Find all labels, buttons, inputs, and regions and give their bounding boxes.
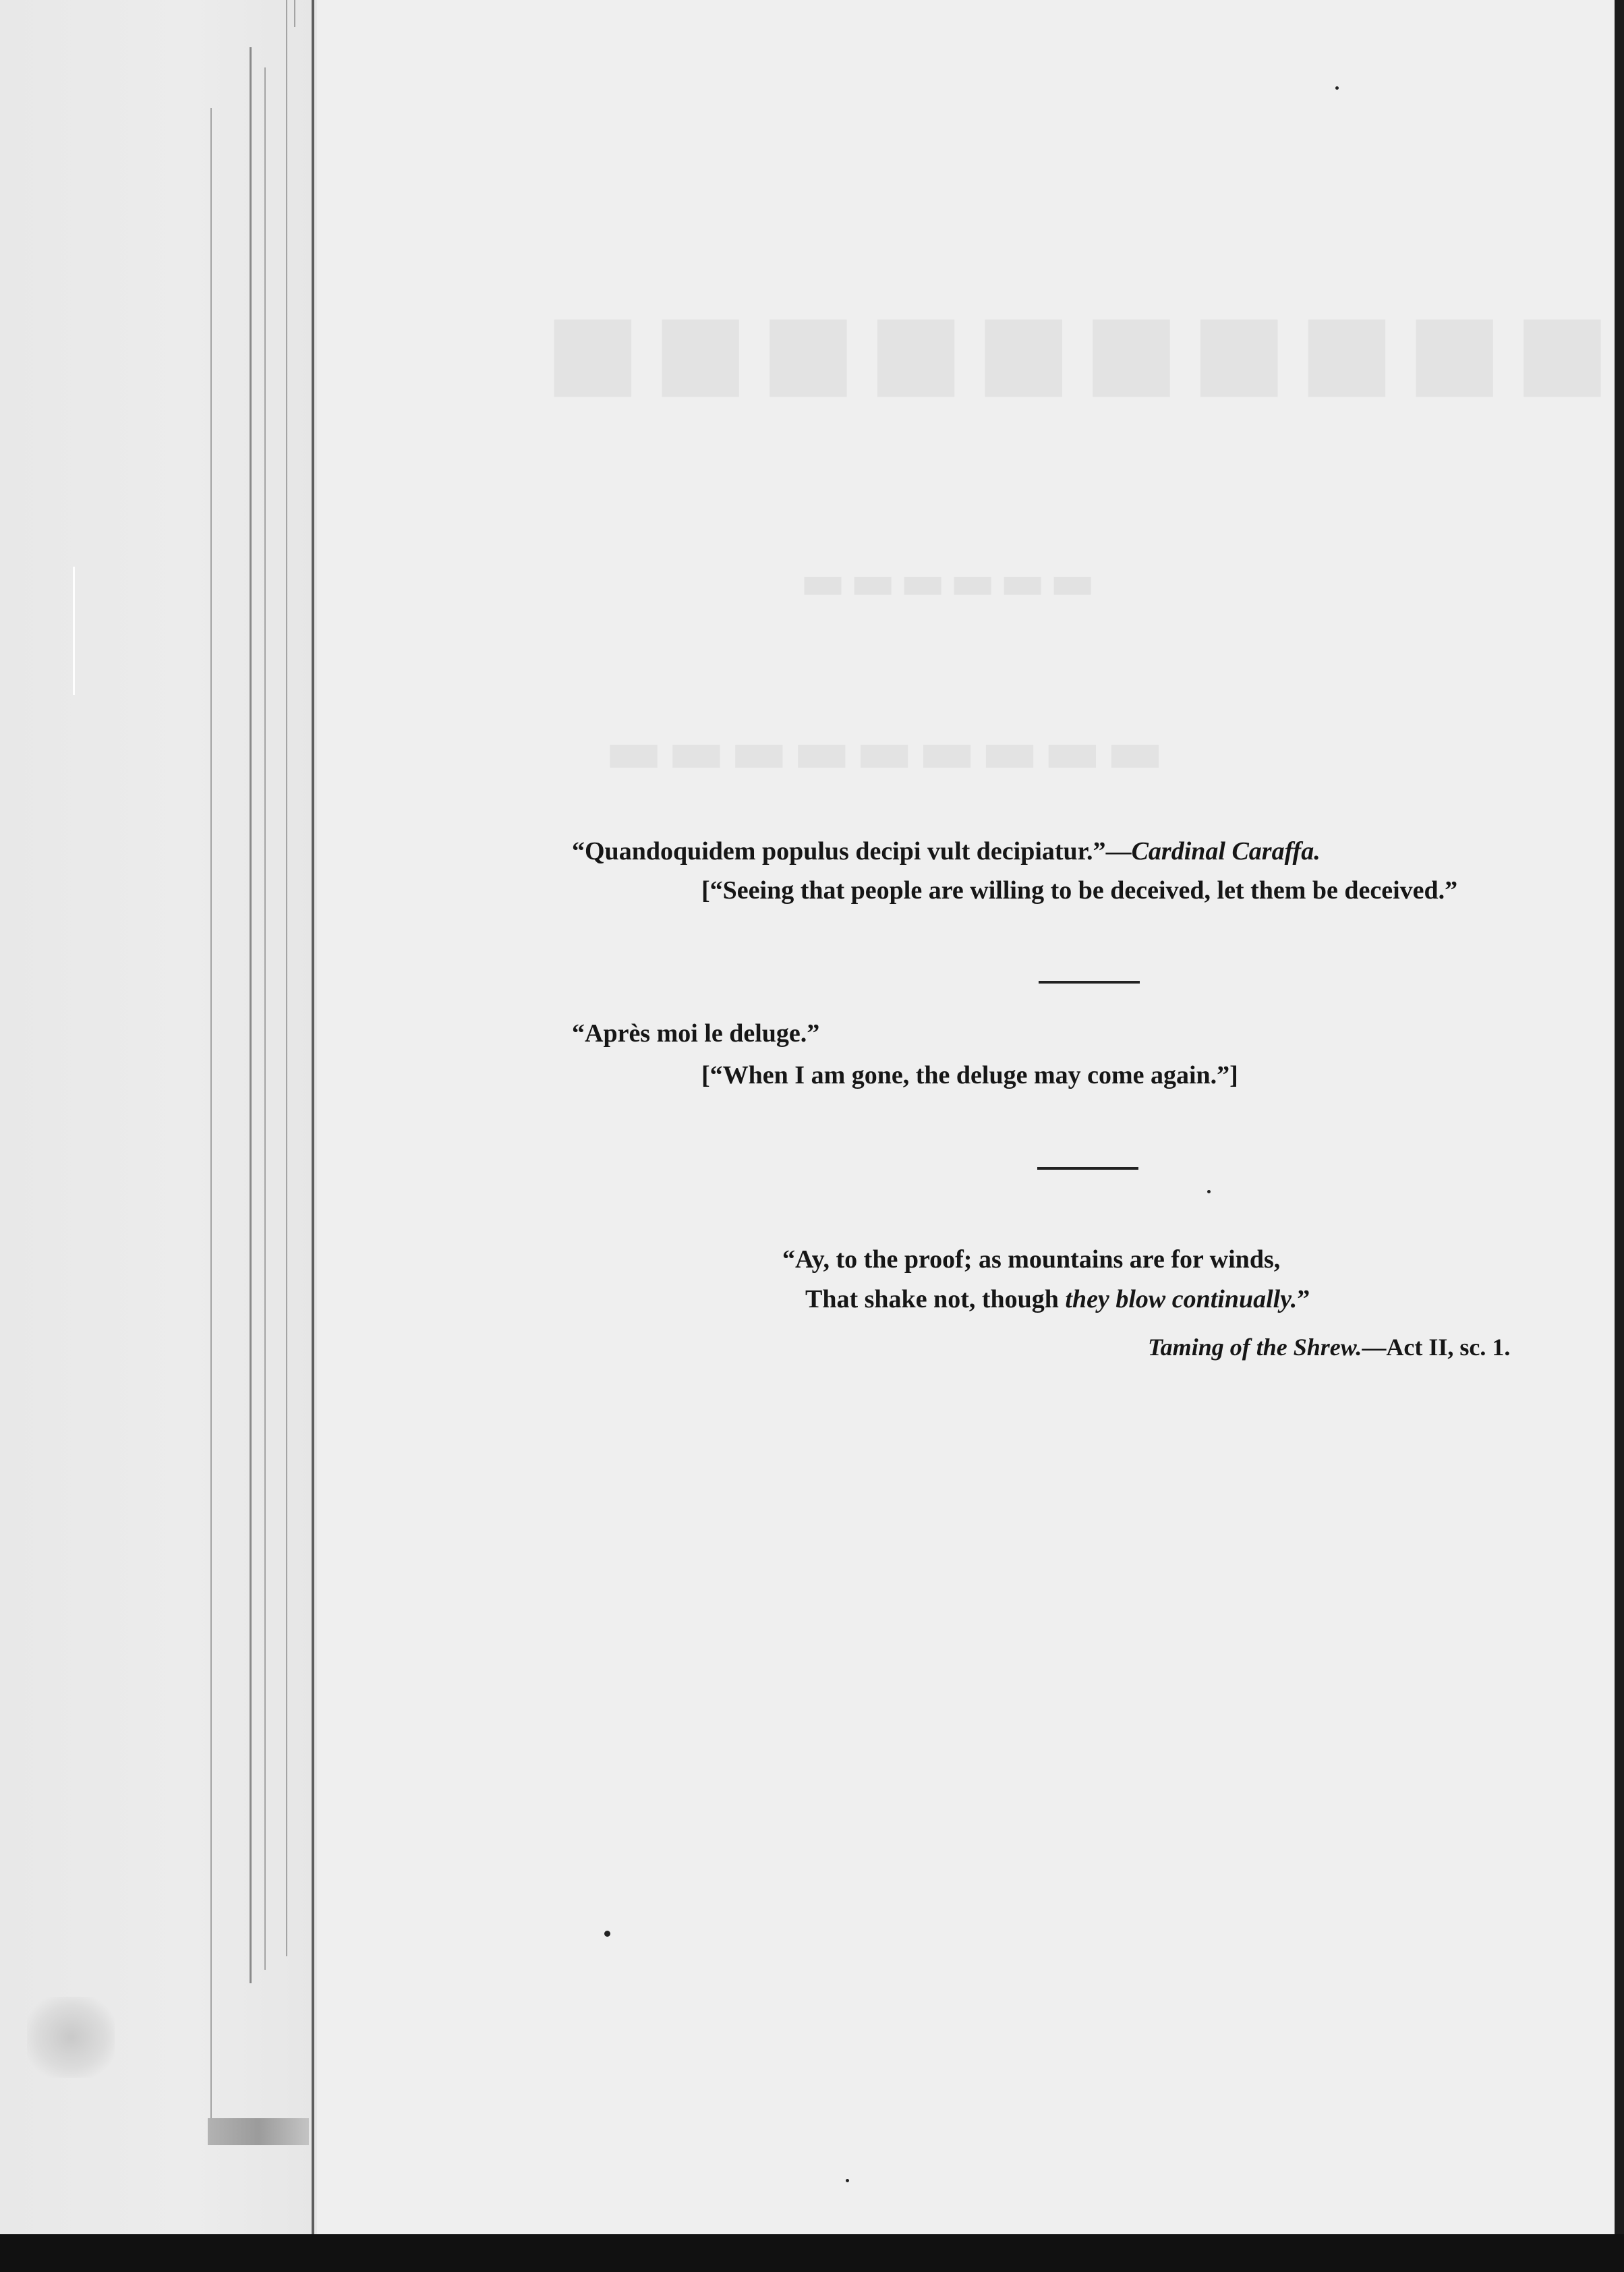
quote-dash: —	[1105, 837, 1132, 865]
paper-stain	[27, 1997, 115, 2078]
ink-speck	[604, 1931, 610, 1937]
verse-source-reference: —Act II, sc. 1.	[1362, 1334, 1511, 1361]
quote-translation-text: [“Seeing that people are willing to be deceived, let them be deceived.”	[701, 876, 1458, 905]
show-through-text: ▬▬▬▬▬▬▬▬▬	[600, 715, 1165, 787]
binding-smudge	[208, 2118, 309, 2145]
ink-speck	[1207, 1190, 1211, 1193]
scan-edge-right	[1615, 0, 1624, 2272]
verse-line	[782, 1245, 1280, 1274]
show-through-text: ■■■■■■■■■■	[533, 290, 1611, 409]
quote-latin-line	[572, 836, 1321, 866]
verse-line	[805, 1284, 1310, 1314]
section-rule	[1037, 1167, 1138, 1170]
scan-edge-bottom	[0, 2234, 1624, 2272]
quote-translation-text: [“When I am gone, the deluge may come again.”]	[701, 1061, 1238, 1089]
spine-edge-line	[294, 0, 295, 27]
verse-source-title: Taming of the Shrew.	[1148, 1334, 1362, 1361]
spine-edge-line	[312, 0, 314, 2234]
quote-attribution: Cardinal Caraffa.	[1131, 837, 1321, 865]
verse-text: “Ay, to the proof; as mountains are for winds,	[782, 1245, 1281, 1274]
binding-gutter	[0, 0, 317, 2234]
quote-french-line	[572, 1019, 819, 1048]
verse-italic-text: they blow continually.	[1065, 1285, 1298, 1313]
show-through-text: ▬▬▬▬▬▬	[796, 553, 1096, 610]
section-rule	[1039, 981, 1140, 984]
ink-speck	[1335, 86, 1339, 90]
quote-latin-text: “Quandoquidem populus decipi vult decipiatur.”	[572, 837, 1106, 865]
ink-speck	[846, 2179, 849, 2182]
spine-edge-line	[250, 47, 252, 1983]
verse-close-quote: ”	[1297, 1285, 1310, 1313]
spine-edge-line	[286, 0, 287, 1956]
spine-edge-line	[264, 67, 266, 1970]
paper-scratch	[73, 567, 75, 695]
quote-translation-line	[701, 876, 1457, 905]
quote-french-text: “Après moi le deluge.”	[572, 1019, 820, 1048]
verse-text: That shake not, though	[805, 1285, 1066, 1313]
spine-edge-line	[210, 108, 212, 2118]
verse-source-line	[1148, 1333, 1510, 1361]
quote-translation-line	[701, 1060, 1238, 1090]
